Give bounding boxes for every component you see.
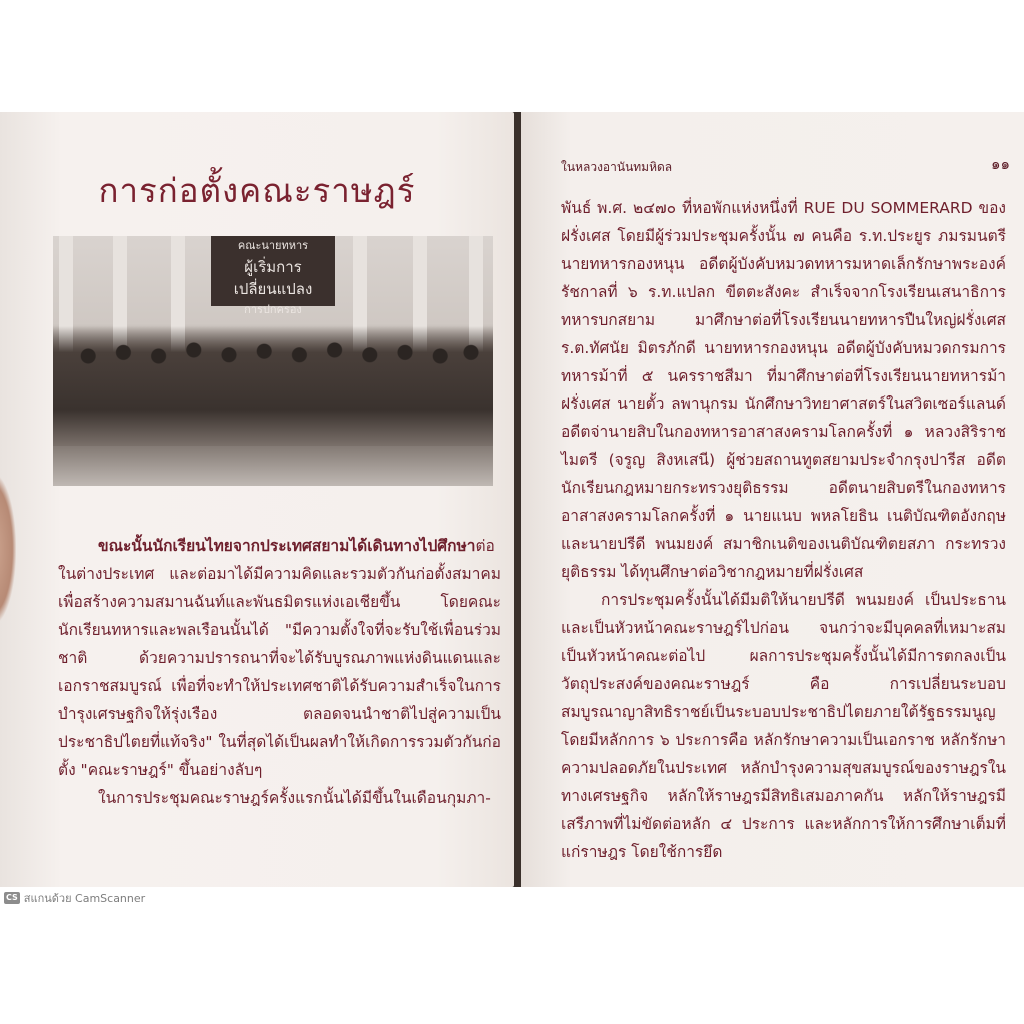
photo-group-of-officers: [53, 326, 493, 446]
left-body-text: [58, 532, 501, 812]
left-paragraph-1-rest: ต่อในต่างประเทศ และต่อมาได้มีความคิดและรวมตัวกันก่อตั้งสมาคมเพื่อสร้างความสมานฉันท์และพันธมิตรแห่งเอเชียขึ้น โดยคณะนักเรียนทหารและพลเรือนนั้นได้ "มีความตั้งใจที่จะรับใช้เพื่อนร่วมชาติ ด้วยความปรารถนาที่จะได้รับบูรณภาพแห่งดินแดนและเอกราชสมบูรณ์ เพื่อที่จะทำให้ประเทศชาติได้รับความสำเร็จในการบำรุงเศรษฐกิจให้รุ่งเรือง ตลอดจนนำชาติไปสู่ความเป็นประชาธิปไตยที่แท้จริง" ในที่สุดได้เป็นผลทำให้เกิดการรวมตัวกันก่อตั้ง "คณะราษฎร์" ขึ้นอย่างลับๆ: [58, 537, 501, 779]
group-photo: [53, 236, 493, 486]
camscanner-watermark: [4, 889, 145, 907]
left-paragraph-2: ในการประชุมคณะราษฎร์ครั้งแรกนั้นได้มีขึ้นในเดือนกุมภา-: [98, 789, 491, 807]
photo-sign: [211, 236, 335, 316]
photo-sign-line-1: คณะนายทหาร: [237, 239, 309, 252]
photo-sign-line-2: ผู้เริ่มการเปลี่ยนแปลง: [233, 258, 313, 298]
thumb: [0, 474, 16, 624]
left-paragraph-1-lead: ขณะนั้นนักเรียนไทยจากประเทศสยามได้เดินทางไปศึกษา: [98, 537, 476, 555]
running-head: ในหลวงอานันทมหิดล: [561, 160, 673, 174]
right-page: [521, 112, 1024, 887]
page-number: ๑๑: [990, 155, 1010, 173]
left-paragraph-1: [58, 532, 501, 784]
left-page: [0, 112, 514, 887]
cs-icon: CS: [6, 893, 18, 902]
watermark-text: สแกนด้วย CamScanner: [23, 892, 146, 905]
book-scan: [0, 112, 1024, 887]
right-body-text: [561, 194, 1006, 866]
chapter-title: การก่อตั้งคณะราษฎร์: [98, 171, 416, 210]
right-paragraph-1: พันธ์ พ.ศ. ๒๔๗๐ ที่หอพักแห่งหนึ่งที่ RUE DU SOMMERARD ของฝรั่งเศส โดยมีผู้ร่วมประชุมครั้งนั้น ๗ คนคือ ร.ท.ประยูร ภมรมนตรี นายทหารกองหนุน อดีตผู้บังคับหมวดทหารมหาดเล็กรักษาพระองค์รัชกาลที่ ๖ ร.ท.แปลก ขีตตะสังคะ สำเร็จจากโรงเรียนเสนาธิการทหารบกสยาม มาศึกษาต่อที่โรงเรียนนายทหารปืนใหญ่ฝรั่งเศส ร.ต.ทัศนัย มิตรภักดี นายทหารกองหนุน อดีตผู้บังคับหมวดกรมการทหารม้าที่ ๕ นครราชสีมา ที่มาศึกษาต่อที่โรงเรียนนายทหารม้าฝรั่งเศส นายตั้ว ลพานุกรม นักศึกษาวิทยาศาสตร์ในสวิตเซอร์แลนด์ อดีตจ่านายสิบในกองทหารอาสาสงครามโลกครั้งที่ ๑ หลวงสิริราชไมตรี (จรูญ สิงหเสนี) ผู้ช่วยสถานทูตสยามประจำกรุงปารีส อดีตนักเรียนกฎหมายกระทรวงยุติธรรม อดีตนายสิบตรีในกองทหารอาสาสงครามโลกครั้งที่ ๑ นายแนบ พหลโยธิน เนติบัณฑิตอังกฤษ และนายปรีดี พนมยงค์ สมาชิกเนติของเนติบัณฑิตยสภา กระทรวงยุติธรรม ได้ทุนศึกษาต่อวิชากฎหมายที่ฝรั่งเศส: [561, 199, 1006, 581]
right-paragraph-2: การประชุมครั้งนั้นได้มีมติให้นายปรีดี พนมยงค์ เป็นประธานและเป็นหัวหน้าคณะราษฎร์ไปก่อน จนกว่าจะมีบุคคลที่เหมาะสมเป็นหัวหน้าคณะต่อไป ผลการประชุมครั้งนั้นได้มีการตกลงเป็นวัตถุประสงค์ของคณะราษฎร์ คือ การเปลี่ยนระบอบสมบูรณาญาสิทธิราชย์เป็นระบอบประชาธิปไตยภายใต้รัฐธรรมนูญ โดยมีหลักการ ๖ ประการคือ หลักรักษาความเป็นเอกราช หลักรักษาความปลอดภัยในประเทศ หลักบำรุงความสุขสมบูรณ์ของราษฎรในทางเศรษฐกิจ หลักให้ราษฎรมีสิทธิเสมอภาคกัน หลักให้ราษฎรมีเสรีภาพที่ไม่ขัดต่อหลัก ๔ ประการ และหลักการให้การศึกษาเต็มที่แก่ราษฎร โดยใช้การยึด: [561, 591, 1006, 861]
photo-sign-line-3: การปกครอง: [244, 303, 302, 316]
book-gutter: [514, 112, 521, 887]
